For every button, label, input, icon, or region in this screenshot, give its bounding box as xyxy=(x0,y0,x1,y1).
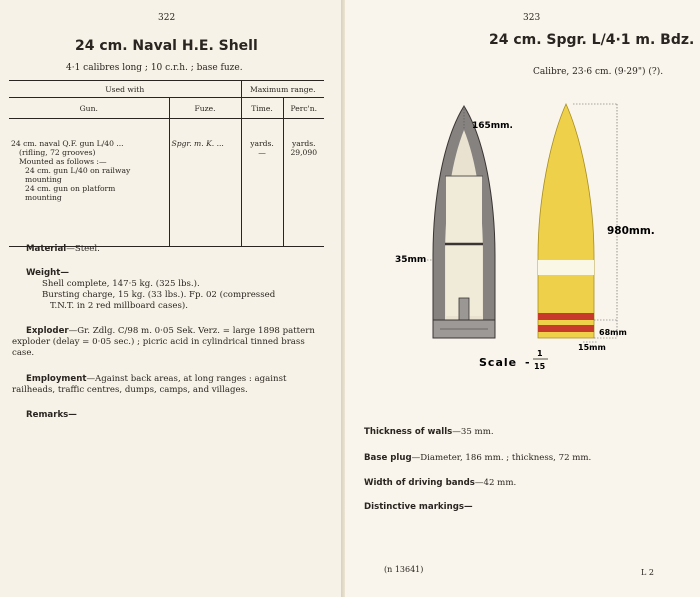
time-cell xyxy=(241,119,283,247)
column-header: Fuze. xyxy=(169,98,241,119)
exploder-label: Exploder xyxy=(26,326,69,336)
scale-text: Scale xyxy=(479,356,518,369)
scale-numerator: 1 xyxy=(537,349,543,358)
material-text: —Steel. xyxy=(66,244,100,254)
fact-line xyxy=(364,453,591,463)
gun-line: Mounted as follows :— xyxy=(19,157,107,166)
footer-signature: L 2 xyxy=(641,568,654,577)
gun-line: 24 cm. gun on platform xyxy=(25,184,116,193)
gun-line: 24 cm. gun L/40 on railway xyxy=(25,166,131,175)
page-title: 24 cm. Naval H.E. Shell xyxy=(75,38,258,54)
fact-value: —42 mm. xyxy=(474,478,517,488)
shell-diagram xyxy=(345,80,700,380)
table-row xyxy=(9,119,324,247)
perc-value: 29,090 xyxy=(290,148,318,157)
fact-line xyxy=(364,478,516,488)
table-group-header: Maximum range. xyxy=(241,81,324,98)
exploder-line: —Gr. Zdlg. C/98 m. 0·05 Sek. Verz. = large 1898 pattern xyxy=(68,326,315,336)
shell-section-drawing xyxy=(433,106,495,338)
percussion-cell xyxy=(283,119,324,247)
weight-line: T.N.T. in 2 red millboard cases). xyxy=(50,301,188,311)
page-number: 323 xyxy=(523,13,541,23)
scale-denominator: 15 xyxy=(534,362,546,371)
wall-dimension: 35mm xyxy=(395,255,427,265)
gun-line: 24 cm. naval Q.F. gun L/40 ... xyxy=(11,139,124,148)
weight-section xyxy=(26,268,331,312)
band-dimension: 15mm xyxy=(578,343,606,352)
fact-label: Width of driving bands xyxy=(364,478,475,488)
remarks-section xyxy=(26,410,331,421)
fact-label: Distinctive markings— xyxy=(364,502,473,512)
material-section xyxy=(26,244,331,255)
employment-line: railheads, traffic centres, dumps, camps, and villages. xyxy=(12,385,248,395)
exploder-line: exploder (delay = 0·05 sec.) ; picric acid in cylindrical tinned brass xyxy=(12,337,305,347)
time-unit: yards. xyxy=(250,139,274,148)
column-header: Perc'n. xyxy=(283,98,324,119)
column-header: Time. xyxy=(241,98,283,119)
weight-line: Shell complete, 147·5 kg. (325 lbs.). xyxy=(42,279,200,289)
right-page xyxy=(345,0,700,597)
base-dimension: 68mm xyxy=(599,328,627,337)
weight-label: Weight— xyxy=(26,268,69,278)
gun-cell xyxy=(9,119,169,247)
fuze-cell: Spgr. m. K. ... xyxy=(169,119,241,247)
page-number: 322 xyxy=(158,13,176,23)
nose-dimension: 165mm. xyxy=(472,121,513,131)
gun-line: mounting xyxy=(25,193,62,202)
perc-unit: yards. xyxy=(291,139,316,148)
fact-line xyxy=(364,502,473,512)
gun-line: mounting xyxy=(25,175,62,184)
fact-label: Base plug xyxy=(364,453,412,463)
employment-section xyxy=(12,374,331,396)
material-label: Material xyxy=(26,244,67,254)
fact-line xyxy=(364,427,494,437)
gun-line: (rifling, 72 grooves) xyxy=(19,148,96,157)
column-header: Gun. xyxy=(9,98,169,119)
remarks-label: Remarks— xyxy=(26,410,77,420)
footer-reference: (n 13641) xyxy=(384,565,424,574)
employment-line: —Against back areas, at long ranges : against xyxy=(86,374,287,384)
weight-line: Bursting charge, 15 kg. (33 lbs.). Fp. 02 (compressed xyxy=(42,290,276,300)
page-title: 24 cm. Spgr. L/4·1 m. Bdz. xyxy=(489,32,695,48)
svg-text:-: - xyxy=(525,356,530,369)
fact-value: —Diameter, 186 mm. ; thickness, 72 mm. xyxy=(411,453,592,463)
fact-value: —35 mm. xyxy=(452,427,494,437)
shell-exterior-drawing xyxy=(538,104,594,338)
exploder-section xyxy=(12,326,331,359)
exploder-line: case. xyxy=(12,348,35,358)
length-dimension: 980mm. xyxy=(607,225,655,237)
time-value: — xyxy=(258,148,266,157)
employment-label: Employment xyxy=(26,374,87,384)
page-subtitle: Calibre, 23·6 cm. (9·29") (?). xyxy=(533,67,664,77)
usage-table xyxy=(9,80,324,247)
table-group-header: Used with xyxy=(9,81,241,98)
left-page xyxy=(0,0,341,597)
fact-label: Thickness of walls xyxy=(364,427,453,437)
page-subtitle: 4·1 calibres long ; 10 c.r.h. ; base fuze. xyxy=(66,63,243,73)
scale-label xyxy=(479,349,548,371)
